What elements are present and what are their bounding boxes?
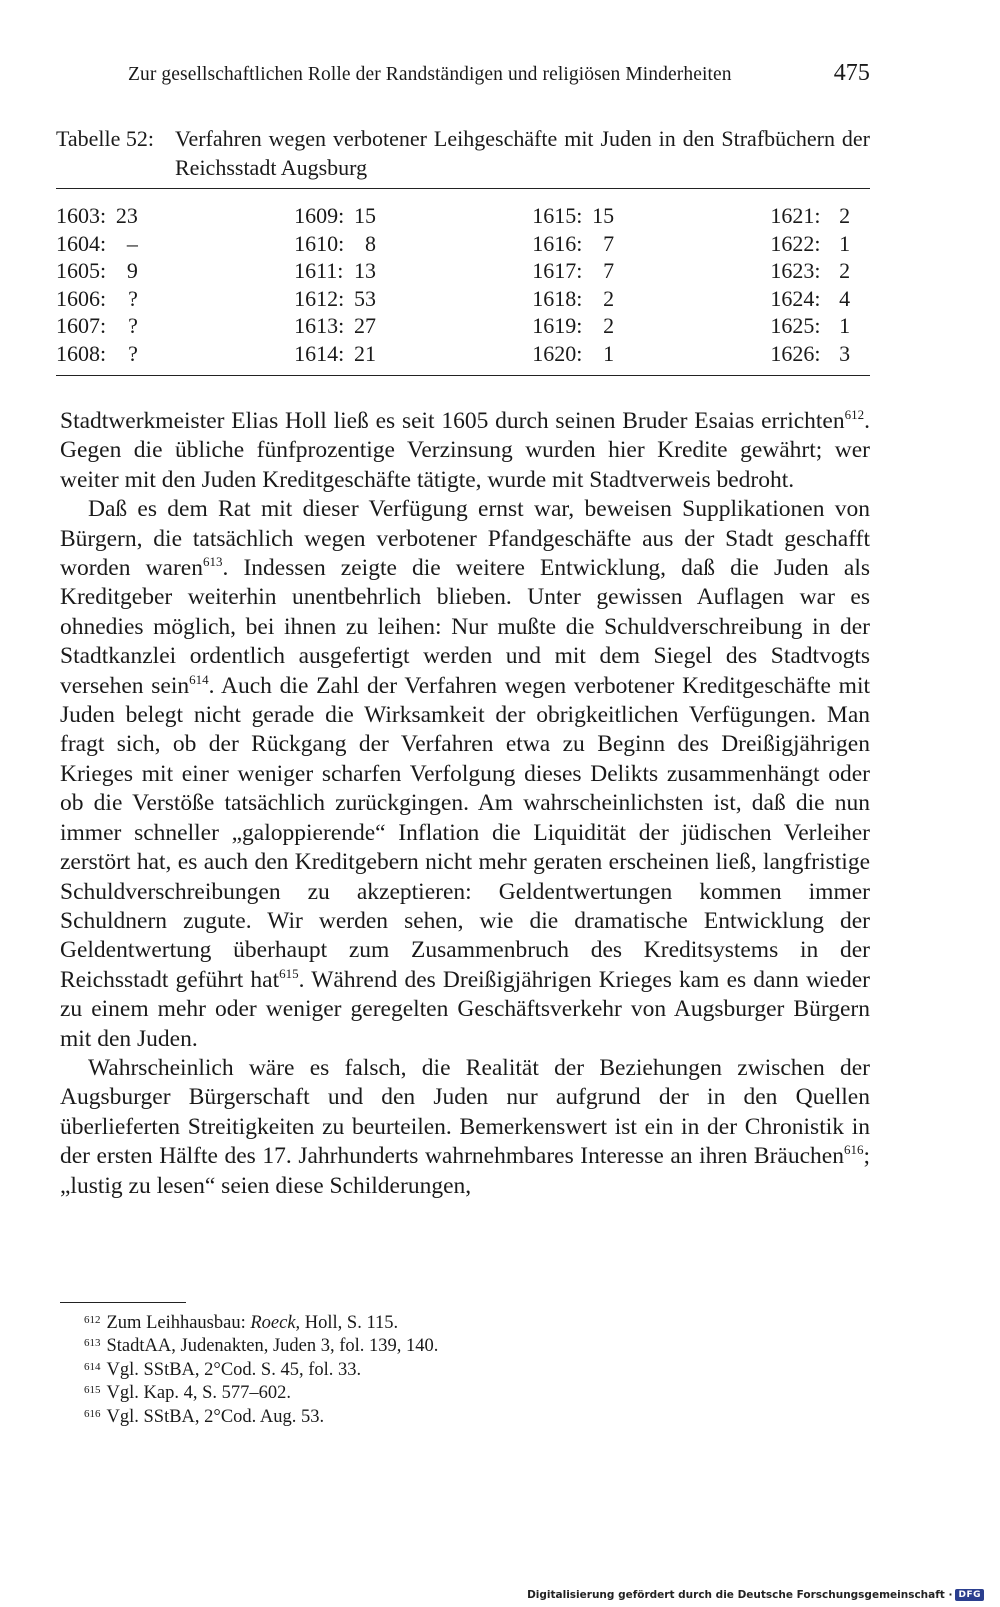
column-gap	[616, 202, 770, 230]
table-row	[56, 285, 870, 313]
paragraph-1	[60, 407, 870, 495]
footnote-612	[84, 1312, 864, 1335]
count-cell: 15	[592, 203, 615, 228]
count-cell: 1	[603, 340, 615, 366]
running-header	[128, 60, 870, 86]
paragraph-2	[60, 495, 870, 1054]
table-caption	[56, 124, 870, 182]
footnote-text: Vgl. SStBA, 2°Cod. Aug. 53.	[106, 1406, 325, 1427]
footnote-separator	[60, 1302, 186, 1303]
year-cell: 1625:	[770, 313, 821, 338]
column-gap	[140, 257, 294, 285]
year-cell: 1624:	[770, 285, 821, 311]
credit-text: Digitalisierung gefördert durch die Deutsche Forschungsgemeinschaft ·	[527, 1589, 953, 1601]
count-cell: 2	[839, 258, 851, 283]
table-row	[56, 312, 870, 340]
table-row	[56, 257, 870, 285]
count-cell: 15	[353, 203, 376, 228]
footnote-ref[interactable]: 615	[279, 965, 299, 981]
count-cell: 53	[353, 285, 376, 311]
footnote-615	[84, 1382, 864, 1405]
year-cell: 1613:	[294, 313, 345, 338]
year-cell: 1622:	[770, 230, 821, 256]
dfg-logo-icon: DFG	[955, 1589, 984, 1601]
count-cell: 13	[353, 258, 376, 283]
column-gap	[852, 312, 870, 340]
body-text	[60, 407, 870, 1201]
year-cell: 1611:	[294, 258, 344, 283]
count-cell: 2	[603, 313, 615, 338]
footnotes	[84, 1312, 864, 1429]
year-cell: 1621:	[770, 203, 821, 228]
count-cell: ?	[128, 340, 138, 366]
count-cell: 9	[126, 258, 138, 283]
footnote-text: StadtAA, Judenakten, Juden 3, fol. 139, 140.	[106, 1336, 439, 1357]
column-gap	[140, 285, 294, 313]
paragraph-text: Stadtwerkmeister Elias Holl ließ es seit 1605 durch seinen Bruder Esaias errichten	[60, 408, 845, 434]
year-cell: 1615:	[532, 203, 583, 228]
footnote-ref[interactable]: 614	[189, 671, 209, 687]
count-cell: 1	[839, 230, 851, 256]
year-cell: 1623:	[770, 258, 821, 283]
year-cell: 1617:	[532, 258, 583, 283]
table-caption-label: Tabelle 52:	[56, 126, 155, 151]
table-top-rule	[56, 188, 870, 189]
paragraph-text: Wahrscheinlich wäre es falsch, die Realität der Beziehungen zwischen der Augsburger Bürgerschaft und den Juden nur aufgrund der in den Quellen überlieferten Streitigkeiten zu beurteilen. Bemerkenswert ist ein in der Chronistik in der ersten Hälfte des 17. Jahrhunderts wahrnehmbares Interesse an ihren Bräuchen	[60, 1054, 870, 1170]
column-gap	[852, 202, 870, 230]
column-gap	[140, 340, 294, 368]
column-gap	[378, 285, 532, 313]
year-cell: 1618:	[532, 285, 583, 311]
year-cell: 1606:	[56, 285, 107, 311]
count-cell: 7	[603, 230, 615, 256]
footnote-number: 612	[84, 1314, 101, 1326]
paragraph-text: Daß es dem Rat mit dieser Verfügung ernst war, beweisen Supplikationen von Bürgern, die tatsächlich wegen verbotener Pfandgeschäfte aus der Stadt geschafft worden waren	[60, 496, 870, 582]
count-cell: ?	[128, 285, 138, 311]
footnote-text: , Holl, S. 115.	[295, 1313, 399, 1333]
column-gap	[852, 257, 870, 285]
column-gap	[616, 340, 770, 368]
column-gap	[616, 285, 770, 313]
proceedings-table	[56, 202, 870, 367]
footnote-author: Roeck	[250, 1313, 296, 1333]
digitization-credit	[527, 1589, 984, 1601]
column-gap	[852, 340, 870, 368]
running-title: Zur gesellschaftlichen Rolle der Randständigen und religiösen Minderheiten	[128, 64, 732, 85]
count-cell: –	[126, 230, 138, 256]
paragraph-text: . Gegen die übliche fünfprozentige Verzinsung wurden hier Kredite gewährt; wer weiter mit den Juden Kreditgeschäfte tätigte, wurde mit Stadtverweis bedroht.	[60, 408, 870, 493]
year-cell: 1605:	[56, 258, 107, 283]
year-cell: 1620:	[532, 340, 583, 366]
column-gap	[378, 202, 532, 230]
count-cell: 2	[603, 285, 615, 311]
column-gap	[616, 230, 770, 258]
column-gap	[378, 230, 532, 258]
column-gap	[616, 312, 770, 340]
paragraph-text: . Indessen zeigte die weitere Entwicklung, daß die Juden als Kreditgeber weiterhin unentbehrlich blieben. Unter gewissen Auflagen war es ohnedies möglich, bei ihnen zu leihen: Nur mußte die Schuldverschreibung in der Stadtkanzlei ordentlich ausgefertigt werden und mit dem Siegel des Stadtvogts versehen sein	[60, 555, 870, 699]
column-gap	[378, 257, 532, 285]
year-cell: 1614:	[294, 340, 345, 366]
year-cell: 1607:	[56, 313, 107, 338]
footnote-614	[84, 1359, 864, 1382]
count-cell: 8	[364, 230, 376, 256]
year-cell: 1604:	[56, 230, 107, 256]
footnote-number: 616	[84, 1407, 101, 1420]
column-gap	[852, 285, 870, 313]
paragraph-text: . Während des Dreißigjährigen Krieges kam es dann wieder zu einem mehr oder weniger geregelten Geschäftsverkehr von Augsburger Bürgern mit den Juden.	[60, 966, 870, 1052]
count-cell: ?	[128, 313, 138, 338]
count-cell: 3	[839, 340, 851, 366]
footnote-number: 614	[84, 1360, 101, 1373]
paragraph-3	[60, 1054, 870, 1201]
year-cell: 1619:	[532, 313, 583, 338]
count-cell: 27	[353, 313, 376, 338]
count-cell: 2	[839, 203, 851, 228]
count-cell: 21	[353, 340, 376, 366]
year-cell: 1616:	[532, 230, 583, 256]
footnote-text: Zum Leihhausbau:	[106, 1313, 251, 1333]
count-cell: 1	[839, 313, 851, 338]
year-cell: 1603:	[56, 203, 107, 228]
footnote-text: Vgl. Kap. 4, S. 577–602.	[106, 1383, 291, 1404]
table-bottom-rule	[56, 375, 870, 376]
table-row	[56, 202, 870, 230]
column-gap	[140, 312, 294, 340]
paragraph-text: ; „lustig zu lesen“ seien diese Schilderungen,	[60, 1143, 870, 1199]
year-cell: 1610:	[294, 230, 345, 256]
table-row	[56, 340, 870, 368]
table-body	[56, 202, 870, 367]
count-cell: 23	[115, 203, 138, 228]
column-gap	[140, 230, 294, 258]
year-cell: 1608:	[56, 340, 107, 366]
table-row	[56, 230, 870, 258]
year-cell: 1626:	[770, 340, 821, 366]
footnote-ref[interactable]: 613	[203, 554, 223, 570]
footnote-ref[interactable]: 616	[843, 1142, 864, 1158]
year-cell: 1612:	[294, 285, 345, 311]
footnote-613	[84, 1335, 864, 1358]
paragraph-text: . Auch die Zahl der Verfahren wegen verbotener Kreditgeschäfte mit Juden belegt nicht gerade die Wirksamkeit der obrigkeitlichen Verfügungen. Man fragt sich, ob der Rückgang der Verfahren etwa zu Beginn des Dreißigjährigen Krieges mit einer weniger scharfen Verfolgung dieses Delikts zusammenhängt oder ob die Verstöße tatsächlich zurückgingen. Am wahrscheinlichsten ist, daß die nun immer schneller „galoppierende“ Inflation die Liquidität der jüdischen Verleiher zerstört hat, es auch den Kreditgebern nicht mehr geraten erscheinen ließ, langfristige Schuldverschreibungen zu akzeptieren: Geldentwertungen kommen immer Schuldnern zugute. Wir werden sehen, wie die dramatische Entwicklung der Geldentwertung überhaupt zum Zusammenbruch des Kreditsystems in der Reichsstadt geführt hat	[60, 672, 870, 993]
count-cell: 7	[603, 258, 615, 283]
column-gap	[852, 230, 870, 258]
table-caption-text: Verfahren wegen verbotener Leihgeschäfte mit Juden in den Strafbüchern der Reichsstadt Augsburg	[175, 126, 870, 180]
year-cell: 1609:	[294, 203, 345, 228]
column-gap	[378, 312, 532, 340]
footnote-616	[84, 1406, 864, 1429]
count-cell: 4	[839, 285, 851, 311]
footnote-ref[interactable]: 612	[844, 407, 865, 422]
page-number: 475	[833, 60, 870, 86]
column-gap	[616, 257, 770, 285]
footnote-text: Vgl. SStBA, 2°Cod. S. 45, fol. 33.	[106, 1359, 362, 1380]
footnote-number: 613	[84, 1337, 101, 1350]
footnote-number: 615	[84, 1384, 101, 1397]
column-gap	[140, 202, 294, 230]
column-gap	[378, 340, 532, 368]
